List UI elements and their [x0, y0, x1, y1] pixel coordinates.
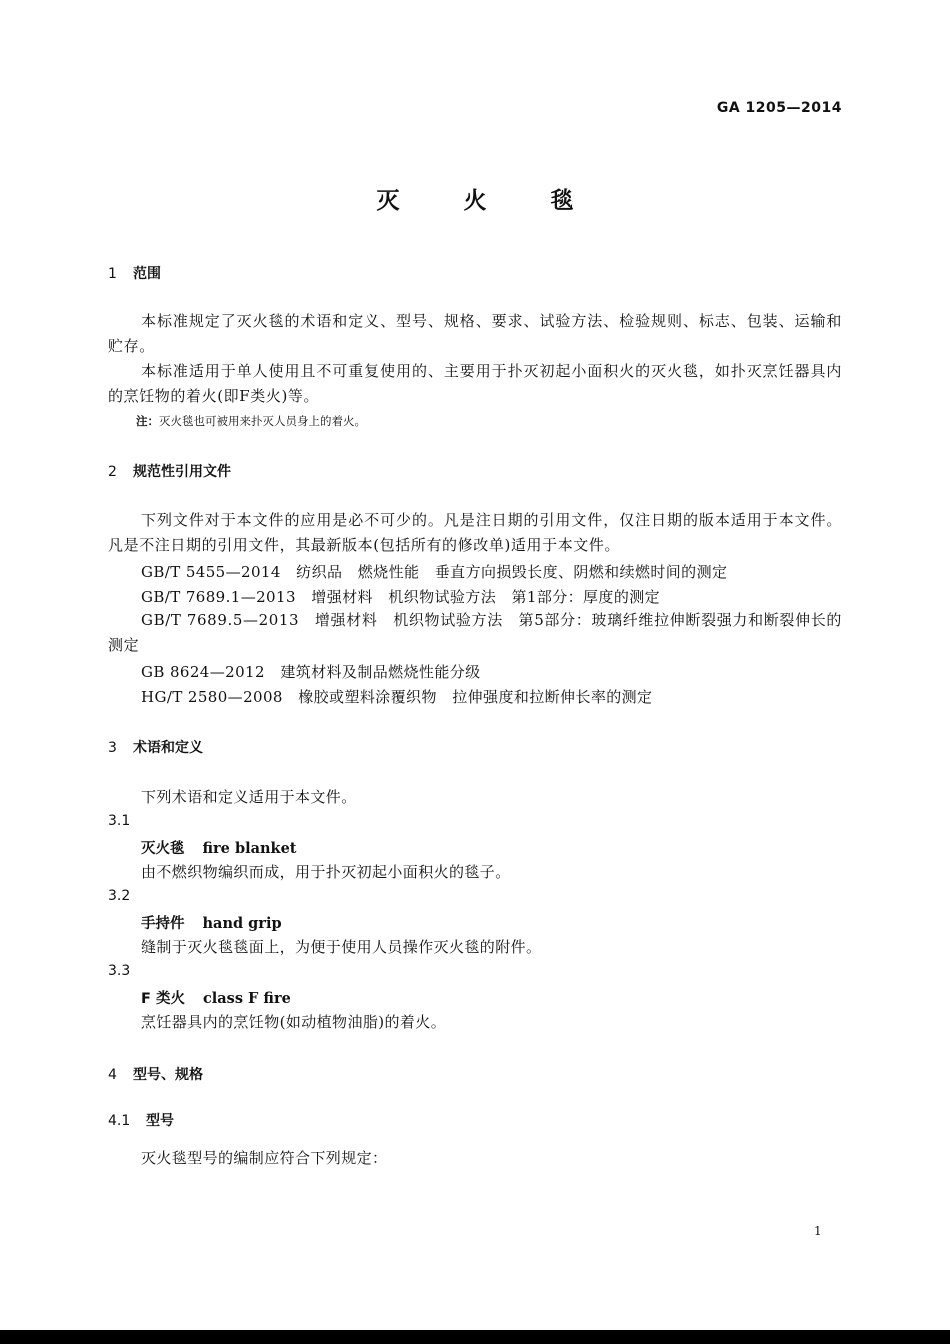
term-definition: 缝制于灭火毯毯面上，为便于使用人员操作灭火毯的附件。	[141, 938, 542, 956]
term-entry	[141, 987, 291, 1008]
term-english: hand grip	[202, 915, 282, 932]
normative-reference: GB/T 5455—2014 纺织品 燃烧性能 垂直方向损毁长度、阴燃和续燃时间的测定	[141, 563, 728, 581]
section-title: 范围	[133, 266, 161, 282]
section-number: 3	[108, 740, 117, 756]
term-english: class F fire	[202, 990, 291, 1007]
term-entry	[141, 837, 297, 858]
term-chinese: 灭火毯	[141, 841, 185, 857]
subsection-number: 4.1	[108, 1113, 131, 1129]
section-1-paragraph-1: 本标准规定了灭火毯的术语和定义、型号、规格、要求、试验方法、检验规则、标志、包装、运输和贮存。	[108, 312, 842, 355]
subsection-4-1-text: 灭火毯型号的编制应符合下列规定：	[141, 1149, 388, 1167]
section-1-note	[136, 413, 366, 429]
section-number: 2	[108, 464, 117, 480]
title-char: 灭	[376, 188, 400, 214]
section-2-heading	[108, 461, 231, 481]
term-number: 3.2	[108, 888, 131, 904]
page-number: 1	[814, 1224, 822, 1238]
section-title: 术语和定义	[133, 740, 203, 756]
section-title: 型号、规格	[133, 1067, 203, 1083]
term-number: 3.1	[108, 813, 131, 829]
term-chinese: 手持件	[141, 916, 185, 932]
section-title: 规范性引用文件	[133, 464, 231, 480]
note-label: 注：	[136, 414, 159, 428]
term-definition: 由不燃织物编织而成，用于扑灭初起小面积火的毯子。	[141, 863, 511, 881]
normative-reference: GB/T 7689.5—2013 增强材料 机织物试验方法 第5部分：玻璃纤维拉伸断裂强力和断裂伸长的测定	[108, 611, 842, 654]
normative-reference: GB/T 7689.1—2013 增强材料 机织物试验方法 第1部分：厚度的测定	[141, 588, 661, 606]
document-title	[0, 182, 950, 215]
section-3-heading	[108, 737, 203, 757]
section-1-heading	[108, 263, 161, 283]
term-chinese: F 类火	[141, 991, 185, 1007]
title-char: 火	[463, 188, 487, 214]
section-1-paragraph-2: 本标准适用于单人使用且不可重复使用的、主要用于扑灭初起小面积火的灭火毯，如扑灭烹饪器具内的烹饪物的着火(即F类火)等。	[108, 362, 842, 405]
section-number: 4	[108, 1067, 117, 1083]
section-number: 1	[108, 266, 117, 282]
subsection-title: 型号	[146, 1113, 174, 1129]
term-number: 3.3	[108, 963, 131, 979]
normative-reference: HG/T 2580—2008 橡胶或塑料涂覆织物 拉伸强度和拉断伸长率的测定	[141, 688, 653, 706]
standard-code: GA 1205—2014	[716, 100, 842, 116]
term-entry	[141, 912, 282, 933]
term-english: fire blanket	[202, 840, 297, 857]
title-char: 毯	[550, 188, 574, 214]
note-text: 灭火毯也可被用来扑灭人员身上的着火。	[159, 414, 366, 428]
normative-reference: GB 8624—2012 建筑材料及制品燃烧性能分级	[141, 663, 481, 681]
term-definition: 烹饪器具内的烹饪物(如动植物油脂)的着火。	[141, 1013, 447, 1031]
section-4-heading	[108, 1064, 203, 1084]
section-2-intro: 下列文件对于本文件的应用是必不可少的。凡是注日期的引用文件，仅注日期的版本适用于本文件。凡是不注日期的引用文件，其最新版本(包括所有的修改单)适用于本文件。	[108, 511, 842, 554]
section-3-intro: 下列术语和定义适用于本文件。	[141, 788, 357, 806]
subsection-4-1-heading	[108, 1110, 174, 1130]
bottom-border	[0, 1330, 950, 1344]
